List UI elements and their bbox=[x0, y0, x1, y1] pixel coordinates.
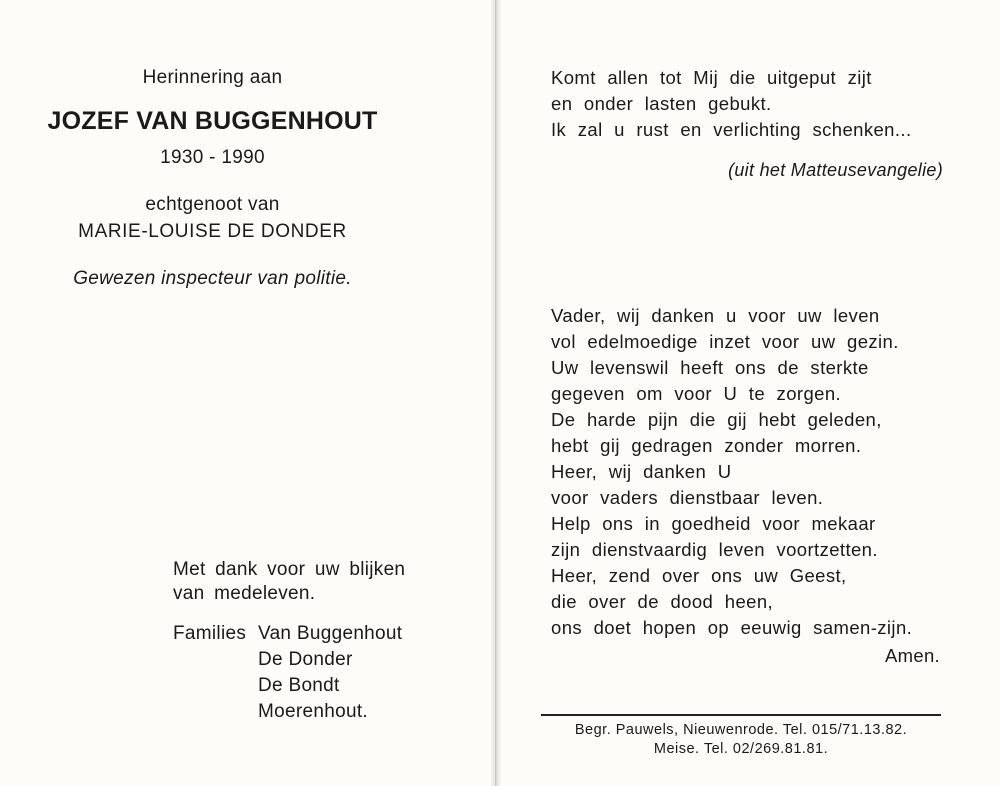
spouse-name: MARIE-LOUISE DE DONDER bbox=[78, 221, 347, 242]
life-years: 1930 - 1990 bbox=[160, 147, 265, 168]
prayer-line: vol edelmoedige inzet voor uw gezin. bbox=[551, 331, 899, 352]
family-name: De Bondt bbox=[258, 675, 340, 696]
family-name: Moerenhout. bbox=[258, 701, 368, 722]
printer-divider bbox=[541, 714, 941, 716]
family-name: Van Buggenhout bbox=[258, 623, 403, 644]
prayer-line: Heer, wij danken U bbox=[551, 461, 732, 482]
fold-crease bbox=[495, 0, 496, 786]
prayer-line: gegeven om voor U te zorgen. bbox=[551, 383, 842, 404]
quote-source: (uit het Matteusevangelie) bbox=[728, 160, 943, 180]
prayer-line: De harde pijn die gij hebt geleden, bbox=[551, 409, 882, 430]
thanks-line-1: Met dank voor uw blijken bbox=[173, 559, 406, 580]
prayer-line: voor vaders dienstbaar leven. bbox=[551, 487, 824, 508]
thanks-line-2: van medeleven. bbox=[173, 583, 316, 604]
printer-line-2: Meise. Tel. 02/269.81.81. bbox=[653, 741, 829, 757]
prayer-line: Vader, wij danken u voor uw leven bbox=[551, 305, 880, 326]
deceased-name: JOZEF VAN BUGGENHOUT bbox=[47, 107, 378, 135]
prayer-line: die over de dood heen, bbox=[551, 591, 774, 612]
family-name: De Donder bbox=[258, 649, 353, 670]
prayer-line: Heer, zend over ons uw Geest, bbox=[551, 565, 847, 586]
prayer-line: Help ons in goedheid voor mekaar bbox=[551, 513, 876, 534]
prayer-line: hebt gij gedragen zonder morren. bbox=[551, 435, 862, 456]
prayer-line: Uw levenswil heeft ons de sterkte bbox=[551, 357, 869, 378]
spouse-label: echtgenoot van bbox=[145, 194, 280, 215]
occupation: Gewezen inspecteur van politie. bbox=[73, 268, 352, 289]
families-label: Families bbox=[173, 623, 247, 644]
left-panel bbox=[0, 0, 492, 786]
prayer-line: zijn dienstvaardig leven voortzetten. bbox=[551, 539, 878, 560]
printer-line-1: Begr. Pauwels, Nieuwenrode. Tel. 015/71.13.82. bbox=[574, 722, 908, 738]
amen: Amen. bbox=[885, 645, 940, 666]
remembrance-heading: Herinnering aan bbox=[142, 67, 283, 88]
quote-line: en onder lasten gebukt. bbox=[551, 93, 772, 114]
quote-line: Komt allen tot Mij die uitgeput zijt bbox=[551, 67, 872, 88]
prayer-line: ons doet hopen op eeuwig samen-zijn. bbox=[551, 617, 913, 638]
quote-line: Ik zal u rust en verlichting schenken... bbox=[551, 119, 912, 140]
